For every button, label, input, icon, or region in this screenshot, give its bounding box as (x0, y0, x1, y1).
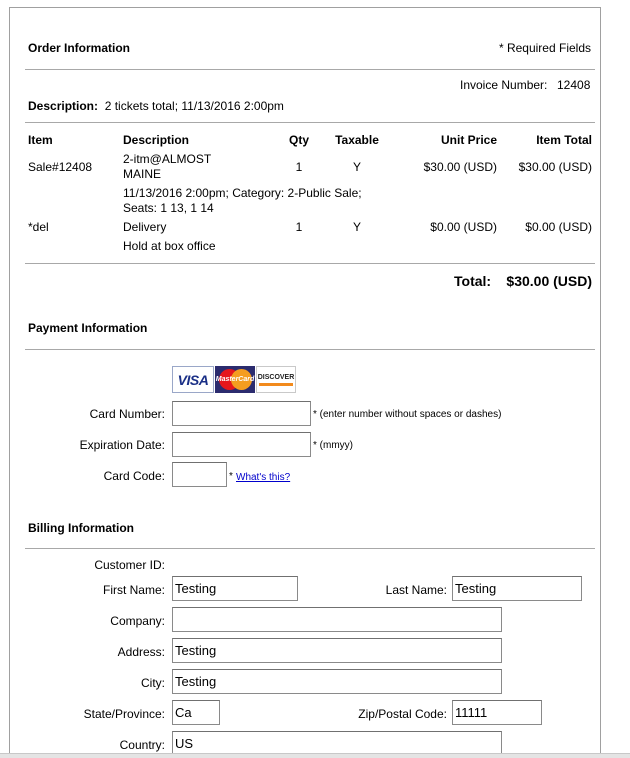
row-taxable: Y (352, 220, 361, 234)
country-label: Country: (119, 738, 165, 752)
row-item-total: $30.00 (USD) (518, 160, 592, 174)
required-fields-note: * Required Fields (498, 41, 591, 55)
row-unit-price: $30.00 (USD) (423, 160, 497, 174)
divider (25, 122, 595, 123)
payment-information-title: Payment Information (28, 321, 148, 335)
divider (25, 69, 595, 70)
card-number-note: * (enter number without spaces or dashes) (313, 409, 502, 420)
row-taxable: Y (352, 160, 361, 174)
mastercard-logo: MasterCard (215, 366, 255, 393)
column-header-taxable: Taxable (335, 133, 379, 147)
column-header-item-total: Item Total (536, 133, 592, 147)
row-item-total: $0.00 (USD) (525, 220, 592, 234)
description-value: 2 tickets total; 11/13/2016 2:00pm (104, 99, 284, 113)
description-line (28, 99, 284, 113)
row-description: Delivery (123, 220, 167, 234)
city-input[interactable] (172, 669, 502, 694)
whats-this-link[interactable]: What's this? (236, 472, 291, 483)
city-label: City: (141, 676, 165, 690)
card-number-input[interactable] (172, 401, 311, 426)
row-detail: Seats: 1 13, 1 14 (123, 201, 214, 215)
row-detail: 11/13/2016 2:00pm; Category: 2-Public Sale; (123, 186, 362, 200)
expiration-date-label: Expiration Date: (79, 438, 165, 452)
column-header-qty: Qty (288, 133, 309, 147)
row-description: MAINE (123, 167, 162, 181)
card-code-label: Card Code: (103, 469, 165, 483)
card-code-input[interactable] (172, 462, 227, 487)
divider (25, 263, 595, 264)
row-unit-price: $0.00 (USD) (430, 220, 497, 234)
zip-postal-code-label: Zip/Postal Code: (358, 707, 447, 721)
column-header-item: Item (28, 133, 53, 147)
invoice-number-label: Invoice Number: (460, 78, 548, 92)
row-qty: 1 (295, 220, 303, 234)
billing-information-title: Billing Information (28, 521, 134, 535)
company-input[interactable] (172, 607, 502, 632)
visa-logo: VISA (172, 366, 214, 393)
expiration-date-note: * (mmyy) (313, 440, 353, 451)
last-name-label: Last Name: (385, 583, 447, 597)
row-detail: Hold at box office (123, 239, 216, 253)
window-bottom-edge (0, 753, 630, 758)
row-item: *del (28, 220, 49, 234)
row-qty: 1 (295, 160, 303, 174)
expiration-date-input[interactable] (172, 432, 311, 457)
row-item: Sale#12408 (28, 160, 93, 174)
divider (25, 349, 595, 350)
address-input[interactable] (172, 638, 502, 663)
total-value: $30.00 (USD) (506, 273, 592, 289)
row-description: 2-itm@ALMOST (123, 152, 212, 166)
order-information-title: Order Information (28, 41, 131, 55)
divider (25, 548, 595, 549)
address-label: Address: (117, 645, 165, 659)
customer-id-label: Customer ID: (94, 558, 165, 572)
first-name-label: First Name: (102, 583, 165, 597)
column-header-unit-price: Unit Price (440, 133, 497, 147)
company-label: Company: (110, 614, 165, 628)
card-number-label: Card Number: (89, 407, 165, 421)
accepted-cards-logos (172, 366, 296, 393)
column-header-description: Description (123, 133, 190, 147)
last-name-input[interactable] (452, 576, 582, 601)
total-label: Total: (454, 273, 492, 289)
card-code-required-mark: * (229, 471, 233, 482)
invoice-number-value: 12408 (557, 78, 591, 92)
zip-postal-code-input[interactable] (452, 700, 542, 725)
state-province-label: State/Province: (83, 707, 165, 721)
state-province-input[interactable] (172, 700, 220, 725)
description-label: Description: (28, 99, 99, 113)
discover-logo: DISCOVER (256, 366, 296, 393)
first-name-input[interactable] (172, 576, 298, 601)
